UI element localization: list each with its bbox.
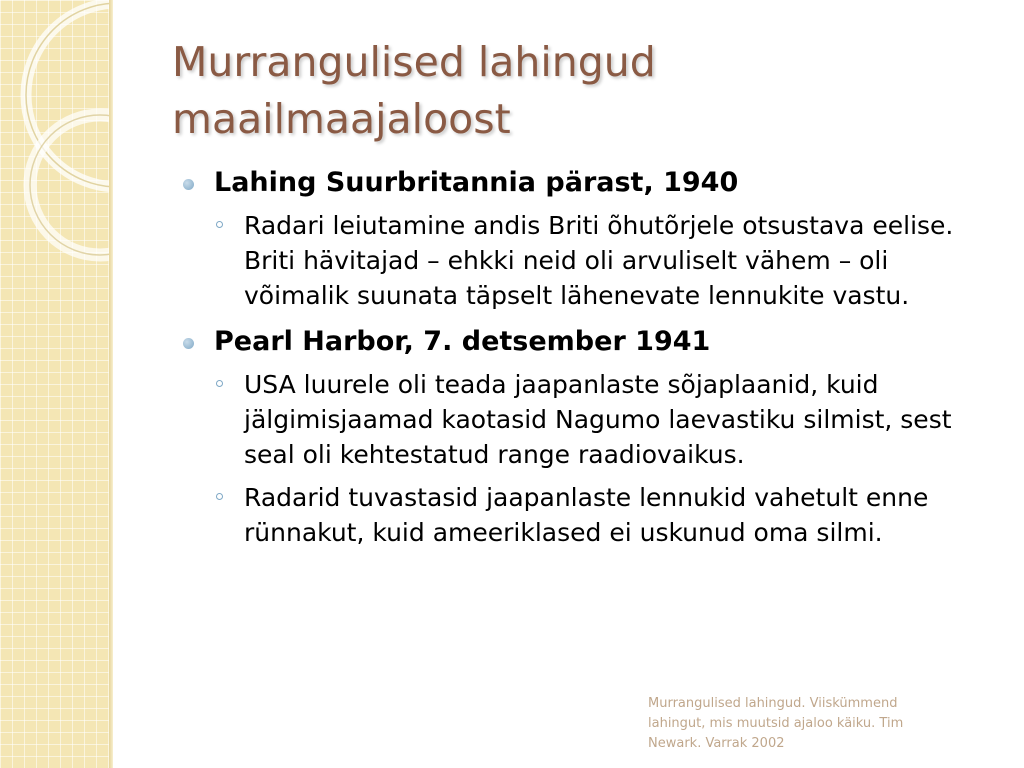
sub-point-text: Radarid tuvastasid jaapanlaste lennukid vahetult enne rünnakut, kuid ameeriklased ei uskunud oma silmi. [244,483,929,547]
sub-bullet-icon [216,221,223,228]
source-footnote: Murrangulised lahingud. Viiskümmend lahingut, mis muutsid ajaloo käiku. Tim Newark. Varrak 2002 [648,696,904,751]
decorative-sidebar [0,0,113,768]
sub-point [214,480,998,550]
decorative-circles [0,0,113,768]
sub-point [214,208,998,313]
sub-point-text: Radari leiutamine andis Briti õhutõrjele otsustava eelise. Briti hävitajad – ehkki neid oli arvuliselt vähem – oli võimalik suunata täpselt lähenevate lennukite vastu. [244,211,954,310]
sub-bullet-icon [216,493,223,500]
sub-point-list [214,367,998,550]
bullet-icon [183,179,194,190]
section-heading: Lahing Suurbritannia pärast, 1940 [214,167,739,198]
sub-bullet-icon [216,380,223,387]
slide-title-line-2: maailmaajaloost [172,95,511,143]
sidebar-edge [109,0,113,768]
sub-point-text: USA luurele oli teada jaapanlaste sõjaplaanid, kuid jälgimisjaamad kaotasid Nagumo laevastiku silmist, sest seal oli kehtestatud range raadiovaikus. [244,370,952,469]
slide-title-line-1: Murrangulised lahingud [172,38,656,86]
section-pearl-harbor [178,323,998,550]
sub-point-list [214,208,998,313]
section-heading: Pearl Harbor, 7. detsember 1941 [214,326,711,357]
section-battle-of-britain [178,164,998,313]
sub-point [214,367,998,472]
slide-content [178,164,998,558]
slide-title [172,34,972,148]
bullet-icon [183,338,194,349]
